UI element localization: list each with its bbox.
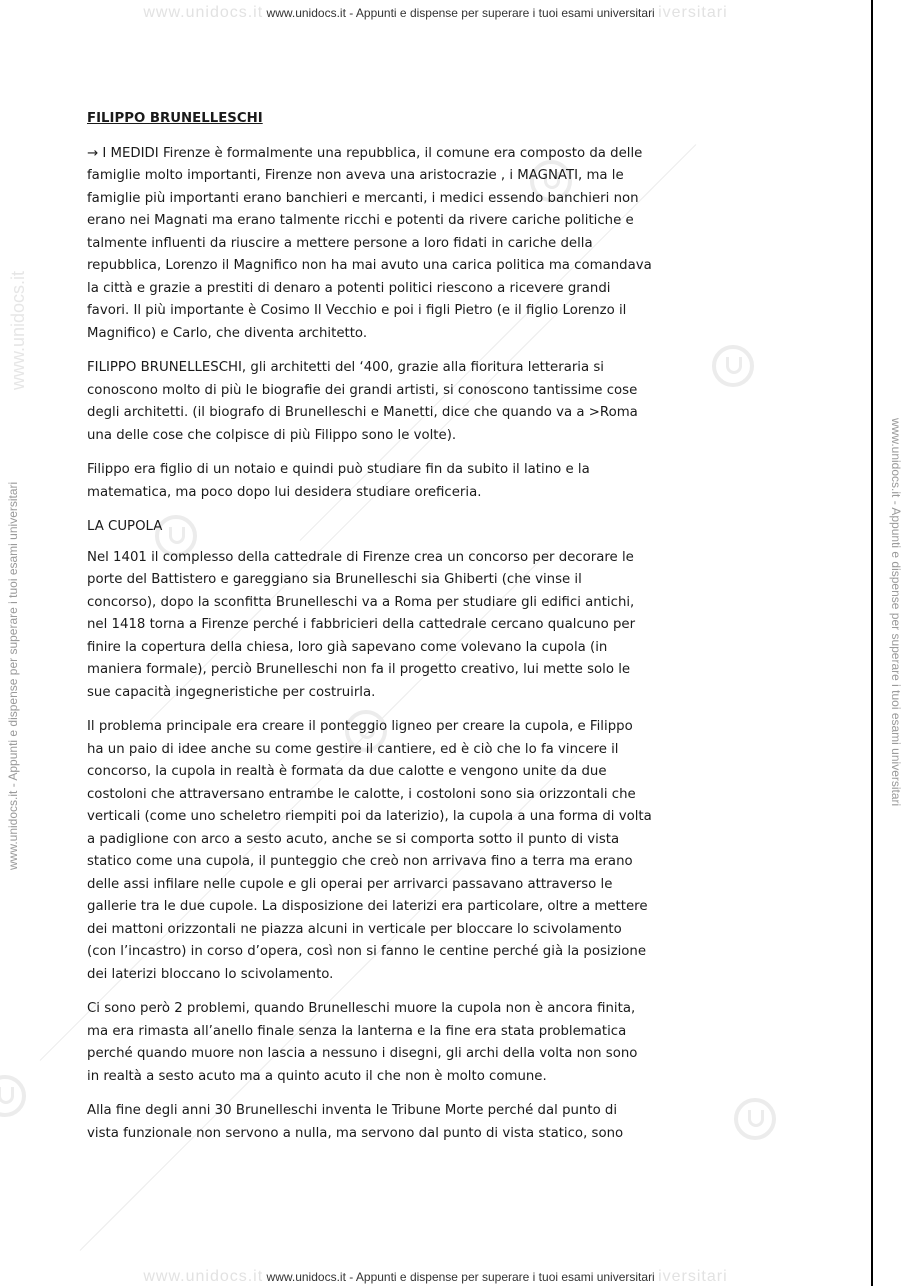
watermark-banner-bottom [0, 1268, 871, 1286]
watermark-logo-icon [0, 1075, 26, 1117]
paragraph: Filippo era figlio di un notaio e quindi può studiare fin da subito il latino e la matematica, ma poco dopo lui desidera studiare oreficeria. [87, 462, 590, 500]
watermark-logo-icon [712, 345, 754, 387]
document-body [87, 108, 652, 1157]
watermark-ghost-left: www.unidocs.it [143, 4, 264, 21]
document-title: FILIPPO BRUNELLESCHI [87, 111, 263, 126]
paragraph: FILIPPO BRUNELLESCHI, gli architetti del ‘400, grazie alla fioritura letteraria si conoscono molto di più le biografie dei grandi artisti, si conoscono tantissime cose degli architetti. (il biografo di Brunelleschi e Manetti, dice che quando va a >Roma una delle cose che colpisce di più Filippo sono le volte). [87, 360, 638, 443]
watermark-ghost-right: iversitari [658, 1268, 728, 1285]
paragraph: Ci sono però 2 problemi, quando Brunelleschi muore la cupola non è ancora finita, ma era rimasta all’anello finale senza la lanterna e la fine era stata problematica perché quando muore non lascia a nessuno i disegni, gli archi della volta non sono in realtà a sesto acuto ma a quinto acuto il che non è molto comune. [87, 1001, 638, 1084]
page-edge [871, 0, 873, 1286]
watermark-side-left: www.unidocs.it - Appunti e dispense per superare i tuoi esami universitari [6, 481, 20, 870]
watermark-banner-text: www.unidocs.it - Appunti e dispense per superare i tuoi esami universitari [266, 6, 655, 20]
paragraph: Il problema principale era creare il ponteggio ligneo per creare la cupola, e Filippo ha un paio di idee anche su come gestire il cantiere, ed è ciò che lo fa vincere il concorso, la cupola in realtà è formata da due calotte e vengono unite da due costoloni che attraversano entrambe le calotte, i costoloni sono sia orizzontali che verticali (come uno scheletro riempiti poi da laterizio), la cupola a una forma di volta a padiglione con arco a sesto acuto, anche se si comporta sotto il punto di vista statico come una cupola, il punteggio che creò non arrivava fino a terra ma erano delle assi infilare nelle cupole e gli operai per arrivarci passavano attraverso le gallerie tra le due cupole. La disposizione dei laterizi era particolare, oltre a mettere dei mattoni orizzontali ne piazza alcuni in verticale per bloccare lo scivolamento (con l’incastro) in corso d’opera, così non si fanno le centine perché già la posizione dei laterizi bloccano lo scivolamento. [87, 719, 652, 982]
watermark-ghost-right: iversitari [658, 4, 728, 21]
paragraph: Nel 1401 il complesso della cattedrale di Firenze crea un concorso per decorare le porte del Battistero e gareggiano sia Brunelleschi sia Ghiberti (che vinse il concorso), dopo la sconfitta Brunelleschi va a Roma per studiare gli edifici antichi, nel 1418 torna a Firenze perché i fabbricieri della cattedrale cercano qualcuno per finire la copertura della chiesa, loro già sapevano come volevano la cupola (in maniera formale), perciò Brunelleschi non fa il progetto creativo, lui mette solo le sue capacità ingegneristiche per costruirla. [87, 549, 636, 700]
watermark-side-right: www.unidocs.it - Appunti e dispense per superare i tuoi esami universitari [889, 418, 903, 807]
watermark-banner-text: www.unidocs.it - Appunti e dispense per superare i tuoi esami universitari [266, 1270, 655, 1284]
section-heading: LA CUPOLA [87, 519, 163, 534]
watermark-ghost-left: www.unidocs.it [143, 1268, 264, 1285]
paragraph: Alla fine degli anni 30 Brunelleschi inventa le Tribune Morte perché dal punto di vista funzionale non servono a nulla, ma servono dal punto di vista statico, sono [87, 1103, 624, 1141]
paragraph: → I MEDIDI Firenze è formalmente una repubblica, il comune era composto da delle famiglie molto importanti, Firenze non aveva una aristocrazie , i MAGNATI, ma le famiglie più importanti erano banchieri e mercanti, i medici essendo banchieri non erano nei Magnati ma erano talmente ricchi e potenti da rivere cariche politiche e talmente influenti da riuscire a mettere persone a loro fidati in cariche della repubblica, Lorenzo il Magnifico non ha mai avuto una carica politica ma comandava la città e grazie a prestiti di denaro a potenti politici riescono a ricevere grandi favori. Il più importante è Cosimo Il Vecchio e poi i figli Pietro (e il figlio Lorenzo il Magnifico) e Carlo, che diventa architetto. [87, 145, 652, 341]
watermark-banner-top [0, 4, 871, 22]
watermark-side-ghost: www.unidocs.it [8, 270, 28, 390]
watermark-logo-icon [734, 1098, 776, 1140]
